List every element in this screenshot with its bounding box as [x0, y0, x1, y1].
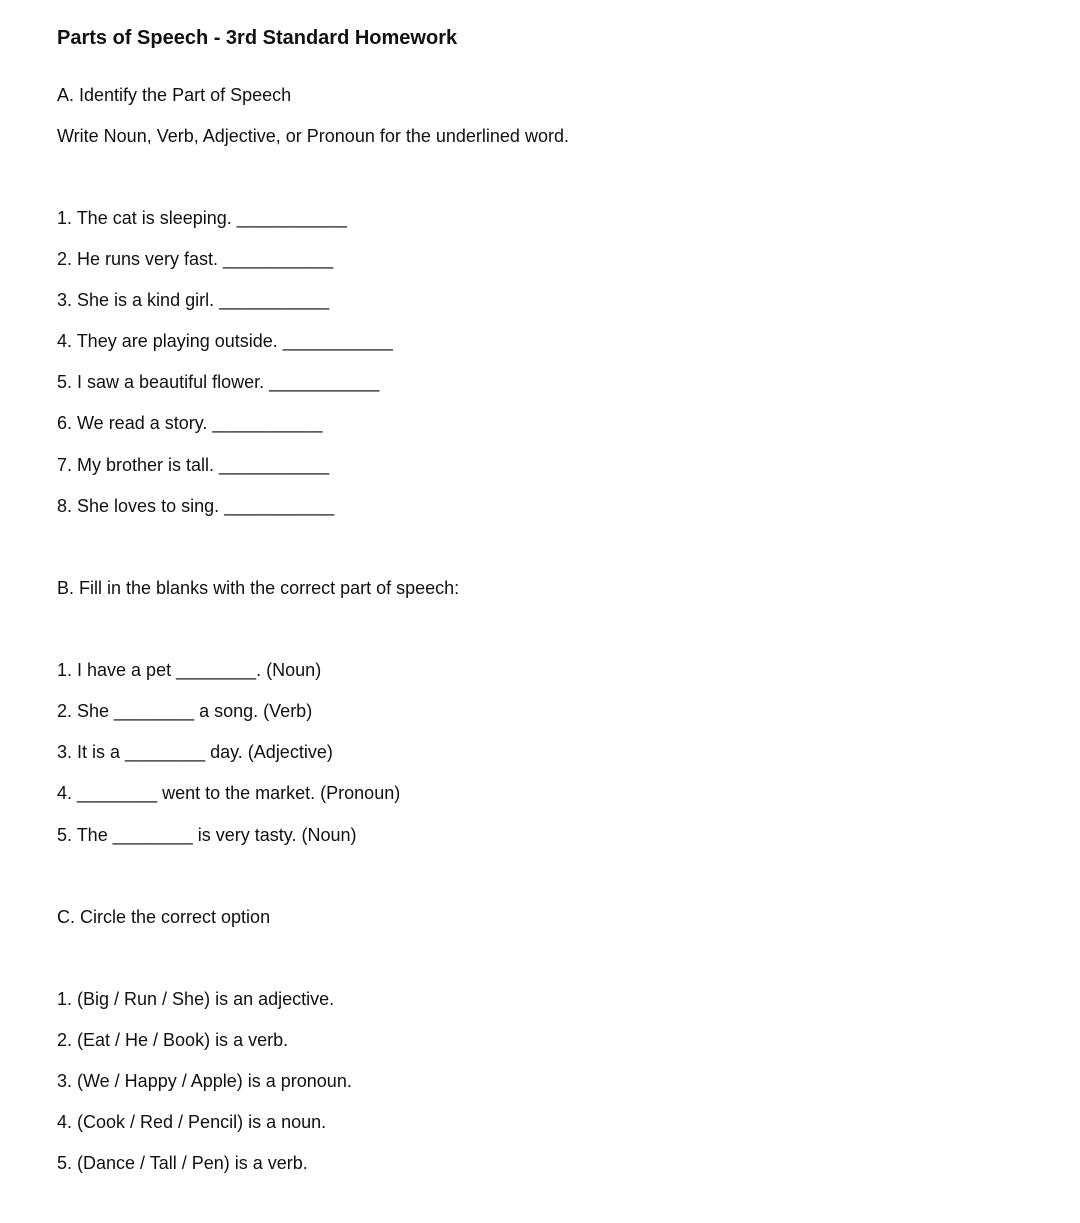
section-a-item: 1. The cat is sleeping. ___________	[57, 208, 347, 228]
section-a-item: 2. He runs very fast. ___________	[57, 249, 334, 269]
section-c-heading: C. Circle the correct option	[57, 907, 271, 927]
section-a-item: 4. They are playing outside. ___________	[57, 331, 393, 351]
section-b-item: 1. I have a pet ________. (Noun)	[57, 660, 322, 680]
section-c-item: 2. (Eat / He / Book) is a verb.	[57, 1030, 289, 1050]
section-a-item: 6. We read a story. ___________	[57, 413, 323, 433]
section-b-item: 3. It is a ________ day. (Adjective)	[57, 742, 333, 762]
section-b-item: 4. ________ went to the market. (Pronoun)	[57, 783, 401, 803]
section-a-item: 3. She is a kind girl. ___________	[57, 290, 330, 310]
section-a-heading: A. Identify the Part of Speech	[57, 85, 292, 105]
section-c-item: 5. (Dance / Tall / Pen) is a verb.	[57, 1153, 308, 1173]
section-c-item: 4. (Cook / Red / Pencil) is a noun.	[57, 1112, 327, 1132]
section-b-item: 5. The ________ is very tasty. (Noun)	[57, 825, 357, 845]
section-a-item: 8. She loves to sing. ___________	[57, 496, 335, 516]
section-b-heading: B. Fill in the blanks with the correct part of speech:	[57, 578, 460, 598]
section-b-item: 2. She ________ a song. (Verb)	[57, 701, 313, 721]
section-c-item: 3. (We / Happy / Apple) is a pronoun.	[57, 1071, 352, 1091]
section-a-item: 7. My brother is tall. ___________	[57, 455, 330, 475]
page-title: Parts of Speech - 3rd Standard Homework	[57, 27, 458, 49]
section-c-item: 1. (Big / Run / She) is an adjective.	[57, 989, 335, 1009]
section-a-item: 5. I saw a beautiful flower. ___________	[57, 372, 380, 392]
section-a-instruction: Write Noun, Verb, Adjective, or Pronoun for the underlined word.	[57, 126, 569, 146]
